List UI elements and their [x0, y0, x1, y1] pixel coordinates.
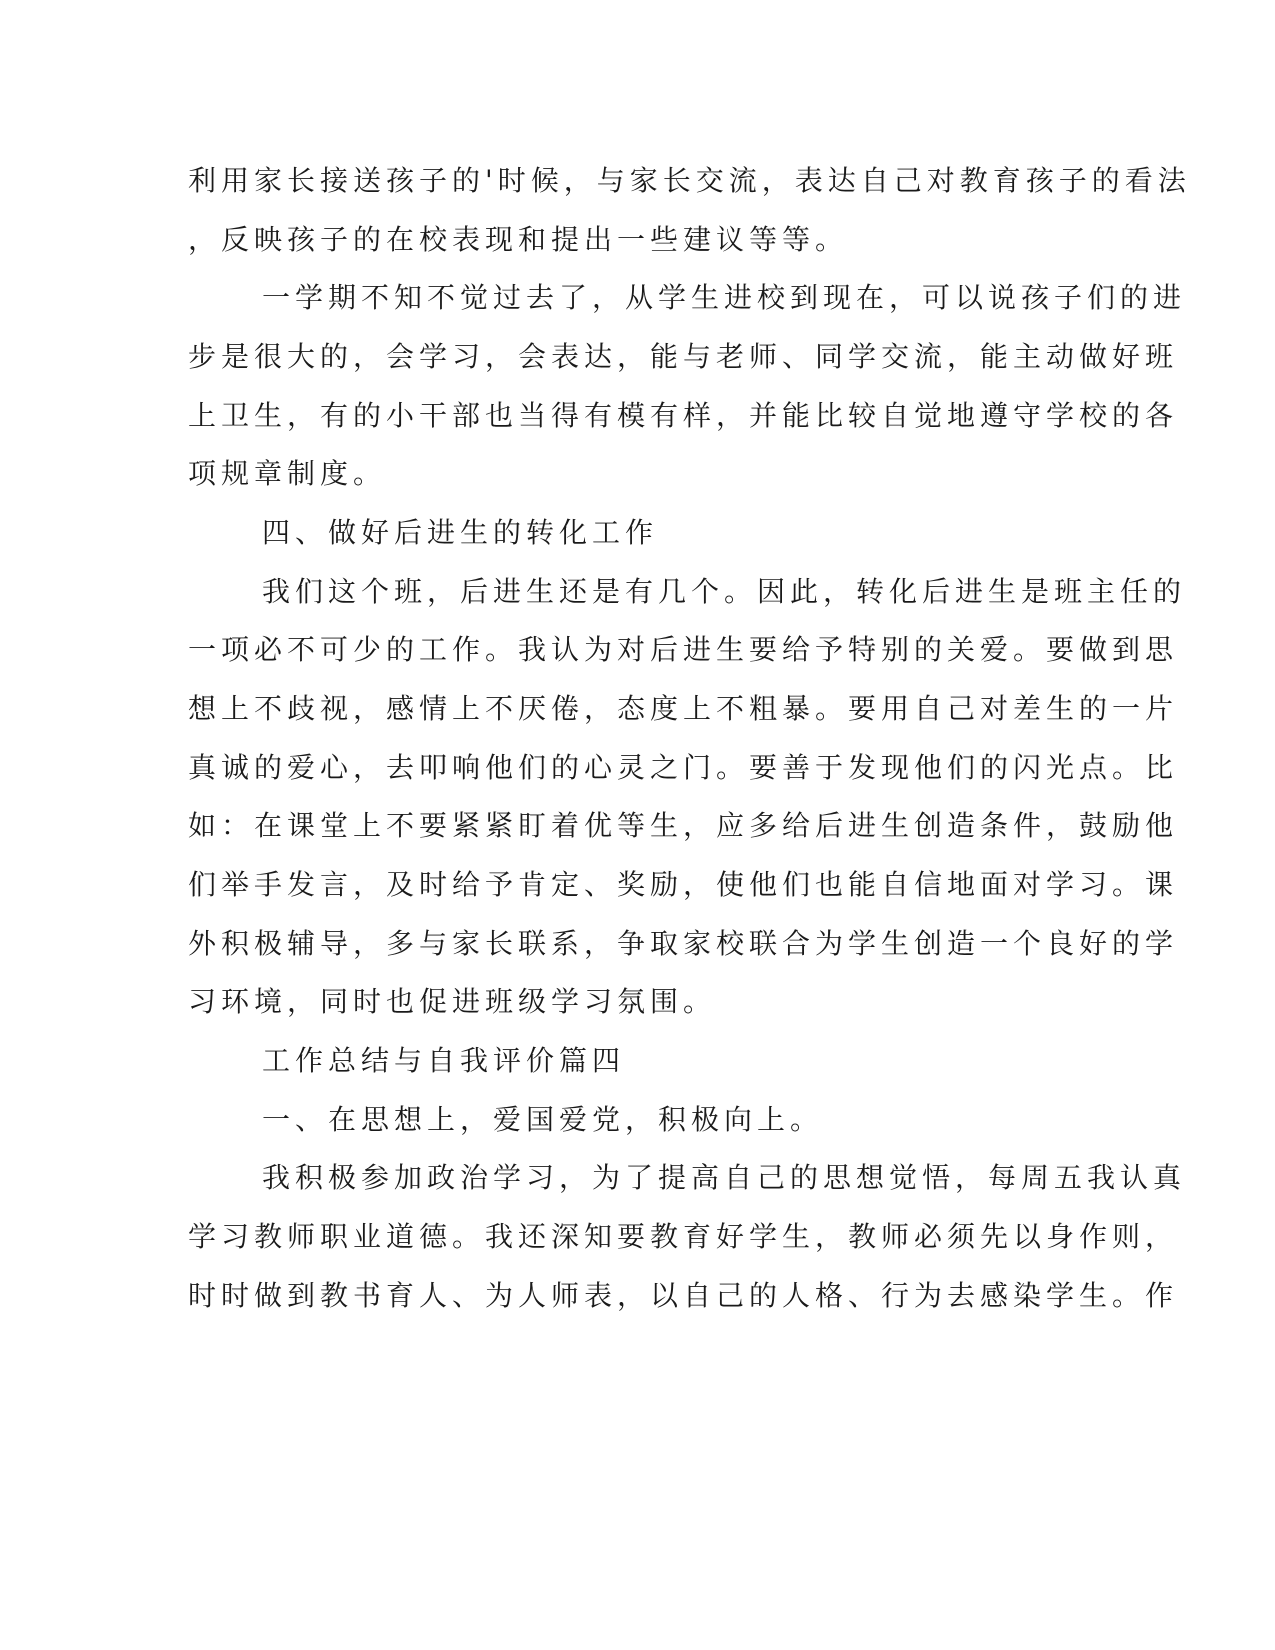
text-line: 利用家长接送孩子的'时候，与家长交流，表达自己对教育孩子的看法 [188, 164, 1191, 197]
text-line: ，反映孩子的在校表现和提出一些建议等等。 [188, 223, 849, 256]
text-line: 项规章制度。 [188, 457, 387, 490]
text-line: 习环境，同时也促进班级学习氛围。 [188, 985, 717, 1018]
section-heading: 一、在思想上，爱国爱党，积极向上。 [262, 1103, 824, 1136]
section-heading: 四、做好后进生的转化工作 [262, 516, 659, 549]
text-line: 步是很大的，会学习，会表达，能与老师、同学交流，能主动做好班 [188, 340, 1179, 373]
paragraph-start-line: 我们这个班，后进生还是有几个。因此，转化后进生是班主任的 [262, 575, 1187, 608]
text-line: 时时做到教书育人、为人师表，以自己的人格、行为去感染学生。作 [188, 1279, 1179, 1312]
paragraph-start-line: 我积极参加政治学习，为了提高自己的思想觉悟，每周五我认真 [262, 1161, 1187, 1194]
text-line: 想上不歧视，感情上不厌倦，态度上不粗暴。要用自己对差生的一片 [188, 692, 1179, 725]
text-line: 外积极辅导，多与家长联系，争取家校联合为学生创造一个良好的学 [188, 927, 1179, 960]
section-title: 工作总结与自我评价篇四 [262, 1044, 626, 1077]
paragraph-start-line: 一学期不知不觉过去了，从学生进校到现在，可以说孩子们的进 [262, 281, 1187, 314]
text-line: 一项必不可少的工作。我认为对后进生要给予特别的关爱。要做到思 [188, 633, 1179, 666]
text-line: 如：在课堂上不要紧紧盯着优等生，应多给后进生创造条件，鼓励他 [188, 809, 1179, 842]
text-line: 上卫生，有的小干部也当得有模有样，并能比较自觉地遵守学校的各 [188, 399, 1179, 432]
text-line: 们举手发言，及时给予肯定、奖励，使他们也能自信地面对学习。课 [188, 868, 1179, 901]
text-line: 真诚的爱心，去叩响他们的心灵之门。要善于发现他们的闪光点。比 [188, 751, 1179, 784]
text-line: 学习教师职业道德。我还深知要教育好学生，教师必须先以身作则， [188, 1220, 1179, 1253]
